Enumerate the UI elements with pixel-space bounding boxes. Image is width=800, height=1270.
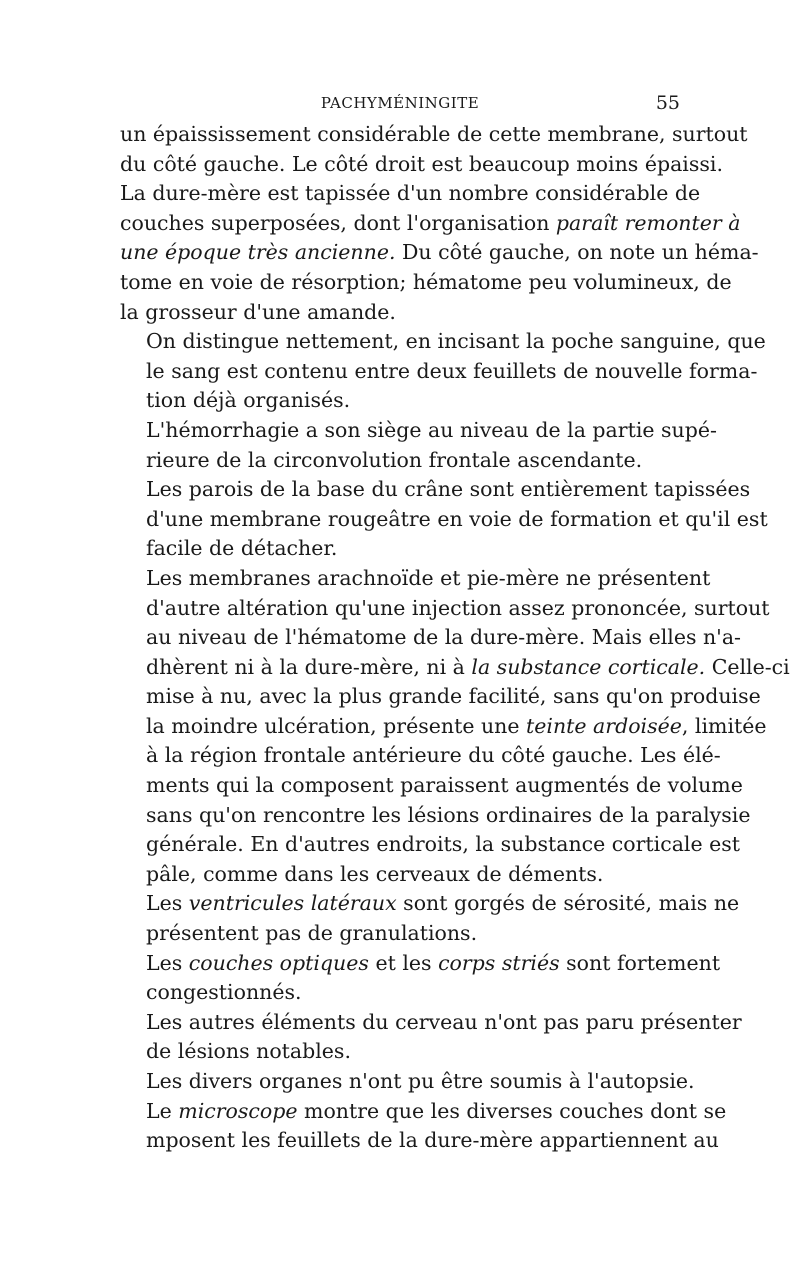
text-line: ments qui la composent paraissent augmentés de volume (146, 773, 743, 798)
italic-phrase: teinte ardoisée (526, 713, 682, 738)
text-line: L'hémorrhagie a son siège au niveau de la partie supé- (146, 417, 717, 442)
paragraph (120, 949, 721, 1008)
running-head (120, 92, 680, 116)
text-line: Les membranes arachnoïde et pie-mère ne présentent (146, 565, 711, 590)
italic-phrase: paraît remonter à (555, 210, 741, 235)
text-line: Le microscope montre que les diverses couches dont se (146, 1098, 727, 1123)
paragraph (120, 475, 768, 564)
text-line: Les ventricules latéraux sont gorgés de sérosité, mais ne (146, 891, 740, 916)
italic-phrase: une époque très ancienne. (120, 240, 396, 265)
running-title: PACHYMÉNINGITE (320, 94, 480, 112)
text-line: La dure-mère est tapissée d'un nombre considérable de (120, 181, 701, 206)
text-line: un épaississement considérable de cette membrane, surtout (120, 122, 748, 146)
text-line: du côté gauche. Le côté droit est beaucoup moins épaissi. (120, 151, 723, 176)
text-line: rieure de la circonvolution frontale ascendante. (146, 447, 643, 472)
text-line: mposent les feuillets de la dure-mère appartiennent au (146, 1128, 719, 1153)
paragraph (120, 564, 790, 890)
text-line: générale. En d'autres endroits, la substance corticale est (146, 832, 741, 857)
paragraph (120, 1097, 727, 1156)
text-line: la moindre ulcération, présente une teinte ardoisée, limitée (146, 713, 767, 738)
paragraph (120, 1067, 695, 1097)
text-line: Les divers organes n'ont pu être soumis à l'autopsie. (146, 1069, 695, 1093)
text-line: mise à nu, avec la plus grande facilité, sans qu'on produise (146, 684, 761, 709)
text-line: au niveau de l'hématome de la dure-mère. Mais elles n'a- (146, 625, 741, 650)
paragraph (120, 416, 717, 475)
italic-phrase: couches optiques (188, 950, 369, 975)
text-line: une époque très ancienne. Du côté gauche, on note un héma- (120, 240, 759, 265)
body-text (120, 120, 790, 1156)
text-line: de lésions notables. (146, 1039, 351, 1064)
page-number: 55 (655, 92, 680, 114)
text-line: à la région frontale antérieure du côté gauche. Les élé- (146, 743, 721, 768)
paragraph (120, 889, 740, 948)
italic-phrase: la substance corticale. (471, 654, 706, 679)
text-line: pâle, comme dans les cerveaux de déments. (146, 861, 604, 886)
text-line: Les parois de la base du crâne sont entièrement tapissées (146, 477, 751, 502)
text-line: dhèrent ni à la dure-mère, ni à la substance corticale. Celle-ci (146, 654, 790, 679)
text-line: Les couches optiques et les corps striés sont fortement (146, 950, 721, 975)
text-line: présentent pas de granulations. (146, 921, 478, 946)
paragraph (120, 120, 759, 327)
text-line: d'une membrane rougeâtre en voie de formation et qu'il est (146, 506, 768, 531)
text-line: couches superposées, dont l'organisation paraît remonter à (120, 210, 741, 235)
text-line: sans qu'on rencontre les lésions ordinaires de la paralysie (146, 802, 751, 827)
text-line: tion déjà organisés. (146, 388, 351, 413)
text-line: facile de détacher. (146, 536, 338, 561)
text-line: la grosseur d'une amande. (120, 299, 396, 324)
text-line: On distingue nettement, en incisant la poche sanguine, que (146, 329, 766, 354)
paragraph (120, 1008, 742, 1067)
text-line: Les autres éléments du cerveau n'ont pas paru présenter (146, 1009, 742, 1034)
italic-phrase: corps striés (438, 950, 560, 975)
italic-phrase: ventricules latéraux (188, 891, 397, 916)
text-line: tome en voie de résorption; hématome peu volumineux, de (120, 269, 732, 294)
italic-phrase: microscope (178, 1098, 298, 1123)
text-line: d'autre altération qu'une injection assez prononcée, surtout (146, 595, 770, 620)
text-line: congestionnés. (146, 980, 302, 1005)
text-line: le sang est contenu entre deux feuillets de nouvelle forma- (146, 358, 758, 383)
paragraph (120, 327, 766, 416)
